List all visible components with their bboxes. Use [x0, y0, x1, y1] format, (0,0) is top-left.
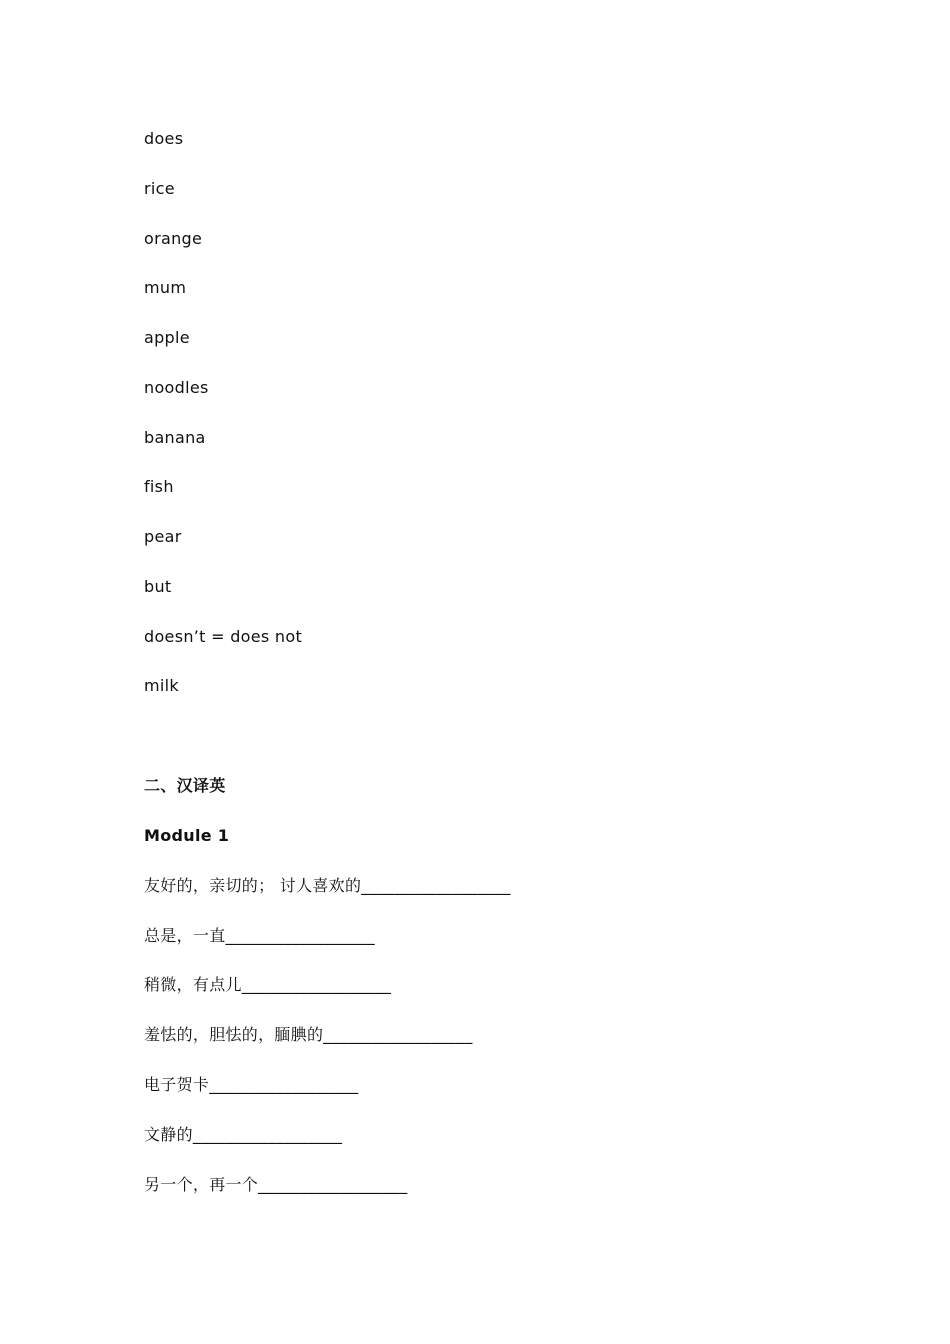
vocab-word: but: [144, 577, 172, 596]
translation-item: 羞怯的，胆怯的，腼腆的__________________: [144, 1025, 473, 1044]
vocab-word: milk: [144, 676, 179, 695]
vocab-word: banana: [144, 428, 206, 447]
vocab-word: noodles: [144, 378, 209, 397]
translation-item: 友好的，亲切的； 讨人喜欢的__________________: [144, 876, 511, 895]
vocab-word: orange: [144, 229, 203, 248]
module-heading: Module 1: [144, 826, 230, 845]
vocab-word: does: [144, 129, 184, 148]
vocab-word: pear: [144, 527, 182, 546]
translation-item: 另一个，再一个__________________: [144, 1175, 408, 1194]
vocab-word: apple: [144, 328, 190, 347]
translation-item: 总是，一直__________________: [144, 926, 375, 945]
translation-item: 电子贺卡__________________: [144, 1075, 359, 1094]
vocab-word: doesn’t = does not: [144, 627, 303, 646]
vocab-word: fish: [144, 477, 174, 496]
translation-item: 文静的__________________: [144, 1125, 343, 1144]
translation-item: 稍微，有点儿__________________: [144, 975, 392, 994]
vocab-word: rice: [144, 179, 175, 198]
section-heading: 二、汉译英: [144, 776, 226, 795]
vocab-word: mum: [144, 278, 187, 297]
